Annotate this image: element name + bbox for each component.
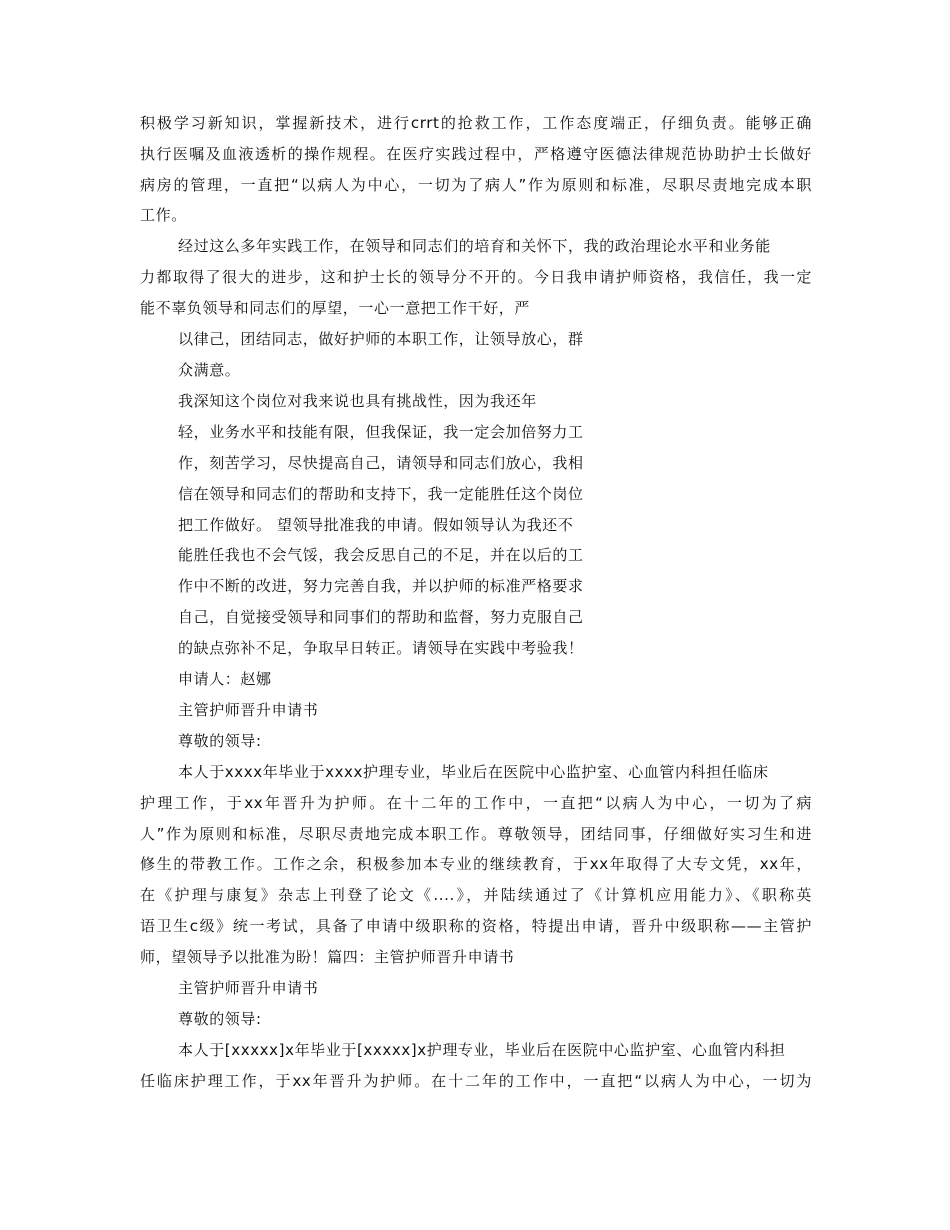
section-title: 主管护师晋升申请书	[178, 701, 319, 719]
text-line: 本人于[xxxxx]x年毕业于[xxxxx]x护理专业，毕业后在医院中心监护室、心血管内科担	[178, 1041, 786, 1059]
text-line: 经过这么多年实践工作，在领导和同志们的培育和关怀下，我的政治理论水平和业务能	[178, 237, 771, 255]
text-line: 积极学习新知识，掌握新技术，进行crrt的抢救工作，工作态度端正，仔细负责。能够正确	[140, 114, 812, 132]
text-line: 众满意。	[178, 361, 241, 379]
signature-line: 申请人：赵娜	[178, 670, 272, 688]
text-line: 护理工作，于xx年晋升为护师。在十二年的工作中，一直把“以病人为中心，一切为了病	[140, 794, 812, 812]
section-title: 主管护师晋升申请书	[178, 979, 319, 997]
text-line: 在《护理与康复》杂志上刊登了论文《....》，并陆续通过了《计算机应用能力》、《职称英	[140, 886, 812, 904]
text-line: 以律己，团结同志，做好护师的本职工作，让领导放心，群	[178, 330, 584, 348]
salutation: 尊敬的领导:	[178, 1010, 262, 1028]
text-line: 工作。	[140, 206, 187, 224]
text-line: 信在领导和同志们的帮助和支持下，我一定能胜任这个岗位	[178, 485, 584, 503]
text-line: 的缺点弥补不足，争取早日转正。请领导在实践中考验我！	[178, 639, 584, 657]
text-line: 修生的带教工作。工作之余，积极参加本专业的继续教育，于xx年取得了大专文凭，xx年，	[140, 855, 812, 873]
text-line: 师，望领导予以批准为盼！篇四：主管护师晋升申请书	[140, 948, 515, 966]
text-line: 本人于xxxx年毕业于xxxx护理专业，毕业后在医院中心监护室、心血管内科担任临床	[178, 763, 769, 781]
text-line: 作中不断的改进，努力完善自我，并以护师的标准严格要求	[178, 577, 584, 595]
text-line: 能不辜负领导和同志们的厚望，一心一意把工作干好，严	[140, 299, 531, 317]
text-line: 把工作做好。 望领导批准我的申请。假如领导认为我还不	[178, 516, 574, 534]
text-line: 力都取得了很大的进步，这和护士长的领导分不开的。今日我申请护师资格，我信任，我一定	[140, 268, 812, 286]
text-line: 我深知这个岗位对我来说也具有挑战性，因为我还年	[178, 392, 537, 410]
text-line: 能胜任我也不会气馁，我会反思自己的不足，并在以后的工	[178, 546, 584, 564]
text-line: 自己，自觉接受领导和同事们的帮助和监督，努力克服自己	[178, 608, 584, 626]
salutation: 尊敬的领导:	[178, 732, 262, 750]
text-line: 任临床护理工作，于xx年晋升为护师。在十二年的工作中，一直把“以病人为中心，一切为	[140, 1072, 812, 1090]
text-line: 病房的管理，一直把“以病人为中心，一切为了病人”作为原则和标准，尽职尽责地完成本职	[140, 176, 812, 194]
text-line: 执行医嘱及血液透析的操作规程。在医疗实践过程中，严格遵守医德法律规范协助护士长做好	[140, 145, 812, 163]
text-line: 作，刻苦学习，尽快提高自己，请领导和同志们放心，我相	[178, 454, 584, 472]
text-line: 轻，业务水平和技能有限，但我保证，我一定会加倍努力工	[178, 423, 584, 441]
text-line: 语卫生c级》统一考试，具备了申请中级职称的资格，特提出申请，晋升中级职称——主管护	[140, 917, 812, 935]
text-line: 人”作为原则和标准，尽职尽责地完成本职工作。尊敬领导，团结同事，仔细做好实习生和进	[140, 825, 812, 843]
